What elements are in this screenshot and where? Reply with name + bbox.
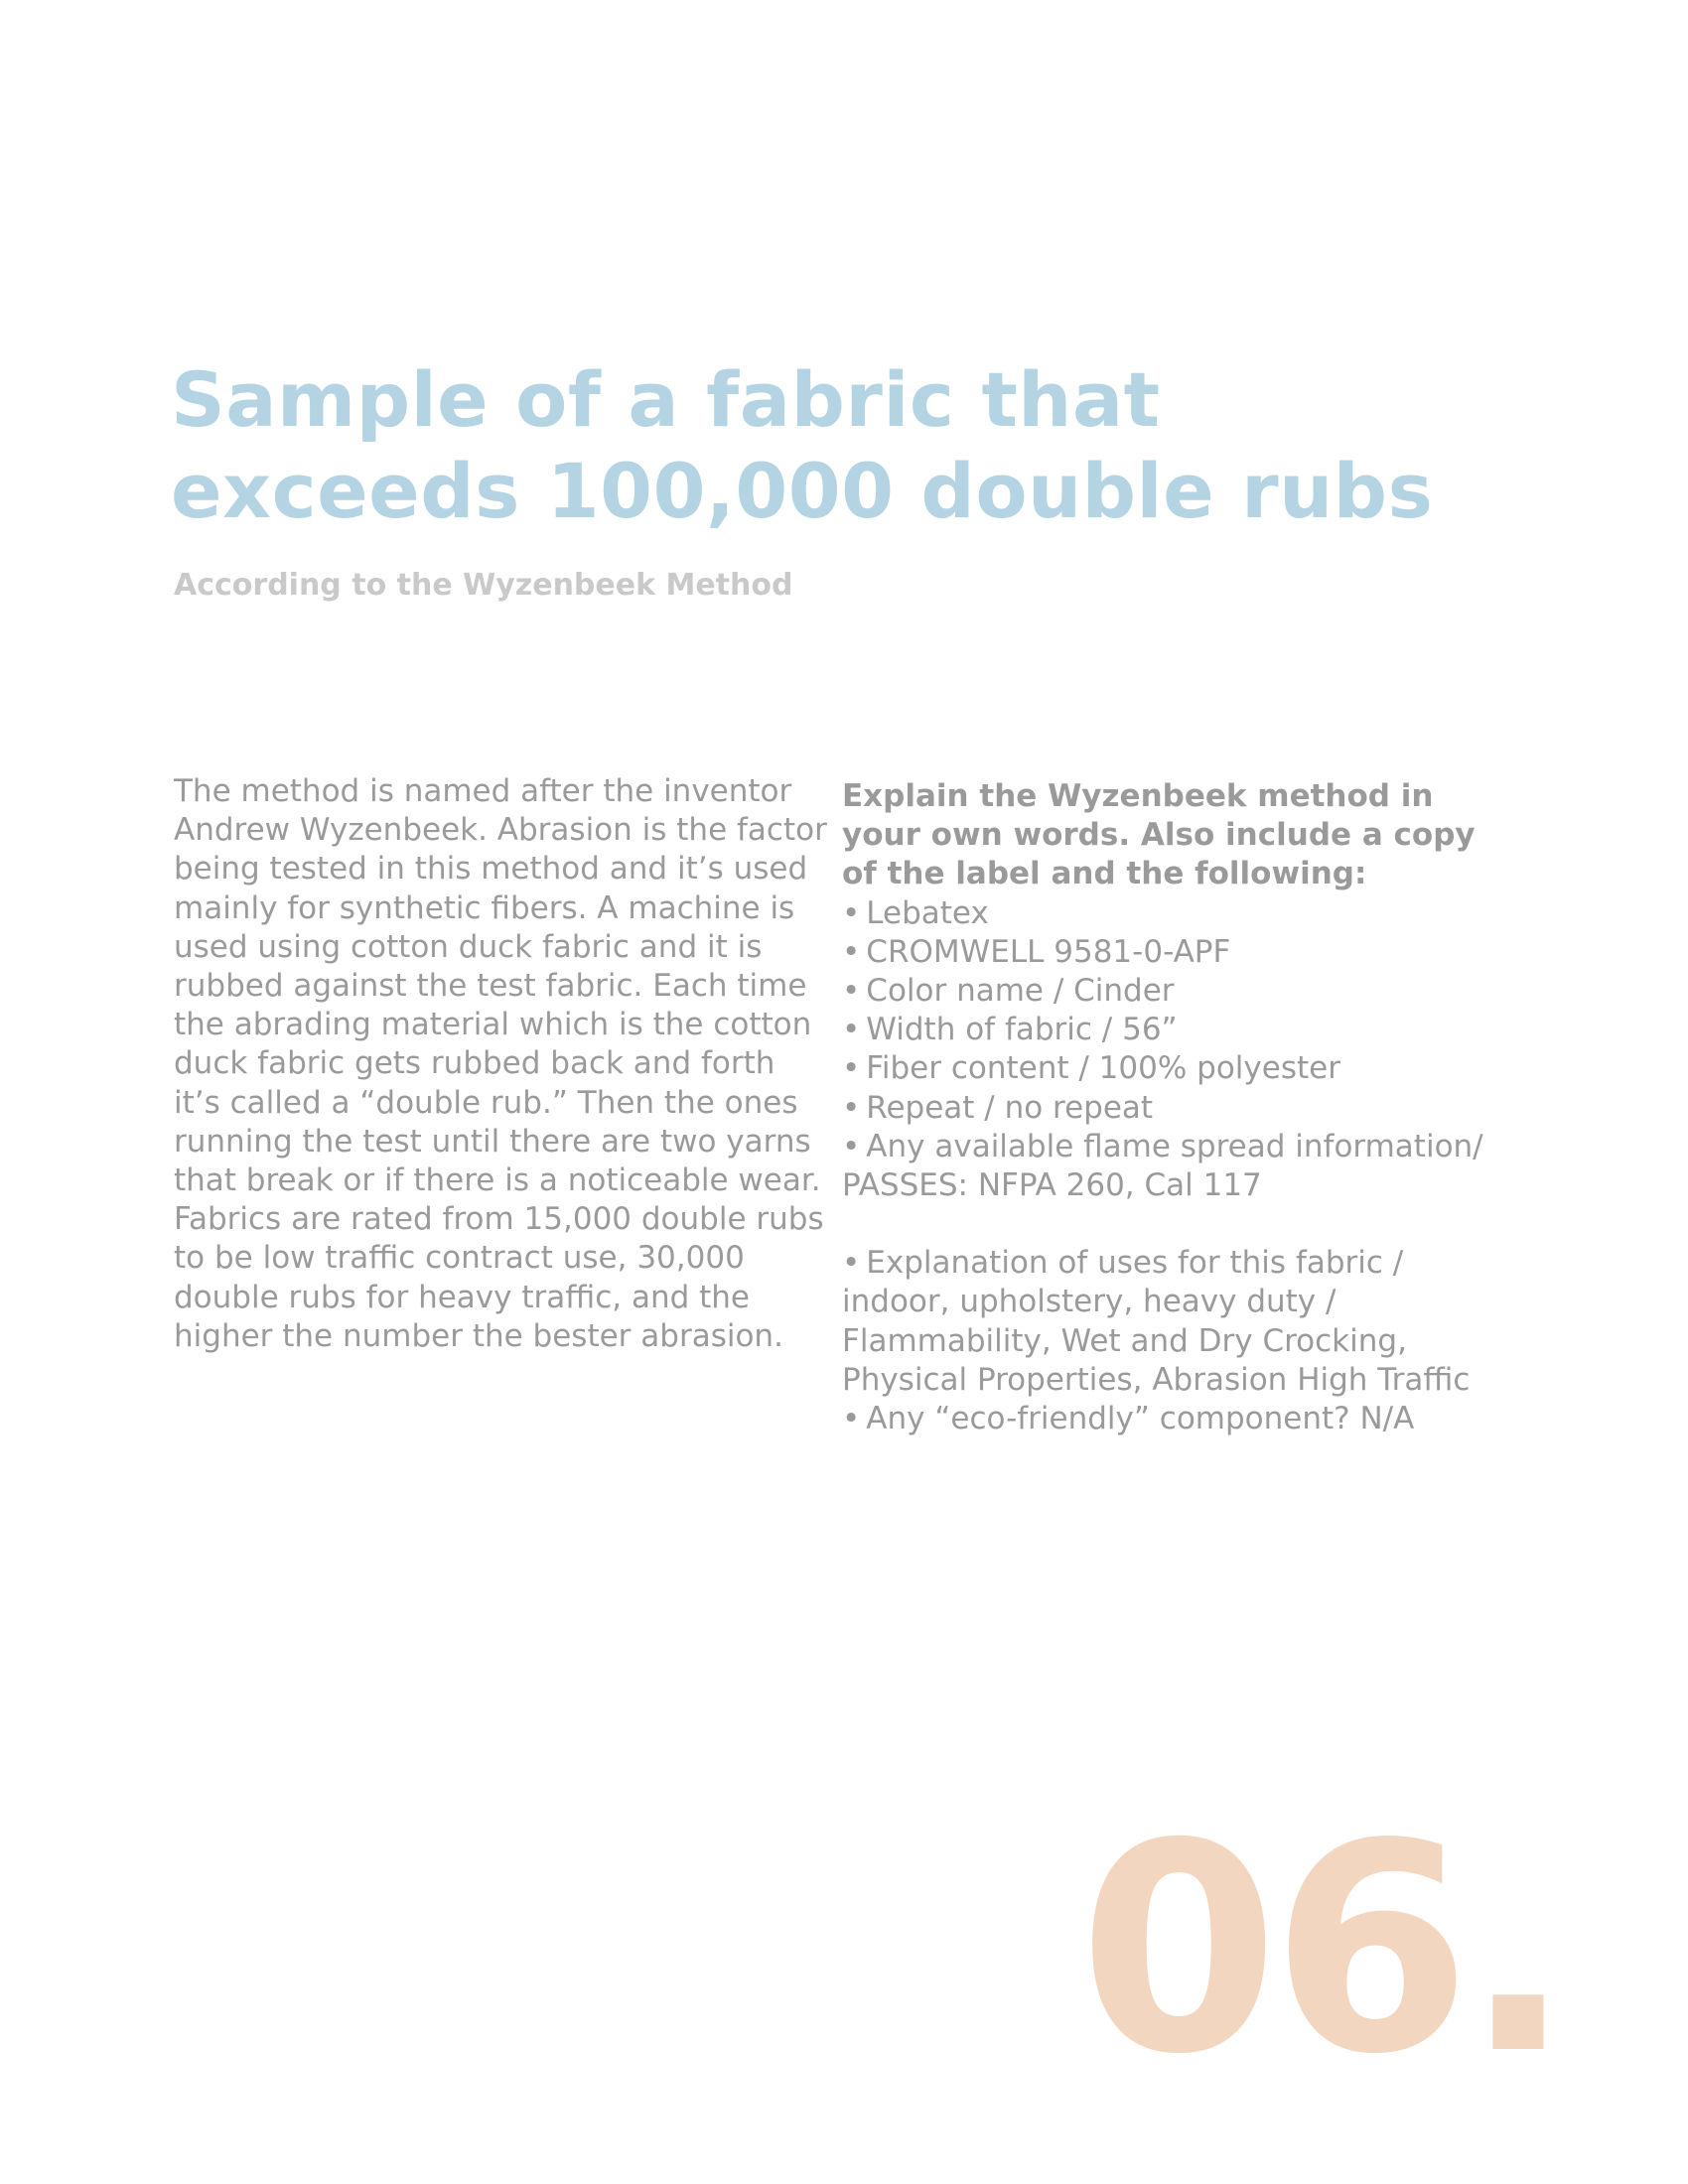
list-item	[842, 1011, 1497, 1049]
list-item-text: Any “eco-friendly” component? N/A	[866, 1401, 1415, 1437]
list-item	[842, 1400, 1497, 1438]
bullet-icon: •	[842, 1245, 861, 1282]
list-item	[842, 933, 1497, 972]
list-item-text: Lebatex	[866, 894, 989, 931]
list-item	[842, 1089, 1497, 1128]
list-item	[842, 1049, 1497, 1088]
list-item-text: Color name / Cinder	[866, 973, 1175, 1010]
list-item-text: Explanation of uses for this fabric / indoor, upholstery, heavy duty / Flammability, Wet and Dry Crocking, Physical Properties, Abrasion High Traffic	[842, 1245, 1471, 1398]
assignment-prompt: Explain the Wyzenbeek method in your own words. Also include a copy of the label and the following:	[842, 778, 1476, 892]
bullet-icon: •	[842, 1050, 861, 1087]
method-description-paragraph: The method is named after the inventor Andrew Wyzenbeek. Abrasion is the factor being tested in this method and it’s used mainly for synthetic fibers. A machine is used using cotton duck fabric and it is rubbed against the test fabric. Each time the abrading material which is the cotton duck fabric gets rubbed back and forth it’s called a “double rub.” Then the ones running the test until there are two yarns that break or if there is a noticeable wear. Fabrics are rated from 15,000 double rubs to be low traffic contract use, 30,000 double rubs for heavy traffic, and the higher the number the bester abrasion.	[174, 773, 827, 1354]
bullet-icon: •	[842, 1401, 861, 1437]
page-title: Sample of a fabric that exceeds 100,000 double rubs	[171, 355, 1434, 535]
bullet-icon: •	[842, 1012, 861, 1048]
list-item	[842, 894, 1497, 933]
list-item-text: Width of fabric / 56”	[866, 1012, 1178, 1048]
list-item	[842, 1244, 1497, 1400]
bullet-icon: •	[842, 1089, 861, 1126]
list-item	[842, 972, 1497, 1011]
label-info-column	[842, 777, 1497, 1438]
list-item-text: Any available flame spread information/ PASSES: NFPA 260, Cal 117	[842, 1128, 1483, 1204]
bullet-icon: •	[842, 933, 861, 970]
list-spacer	[842, 1205, 1497, 1244]
label-details-list	[842, 894, 1497, 1206]
list-item-text: Fiber content / 100% polyester	[866, 1050, 1340, 1087]
bullet-icon: •	[842, 1128, 861, 1164]
list-item-text: CROMWELL 9581-0-APF	[866, 933, 1231, 970]
page-subtitle: According to the Wyzenbeek Method	[174, 568, 793, 603]
bullet-icon: •	[842, 973, 861, 1010]
list-item-text: Repeat / no repeat	[866, 1089, 1154, 1126]
list-item	[842, 1128, 1497, 1205]
usage-details-list	[842, 1244, 1497, 1438]
bullet-icon: •	[842, 894, 861, 931]
page-number: 06.	[1078, 1783, 1565, 2117]
